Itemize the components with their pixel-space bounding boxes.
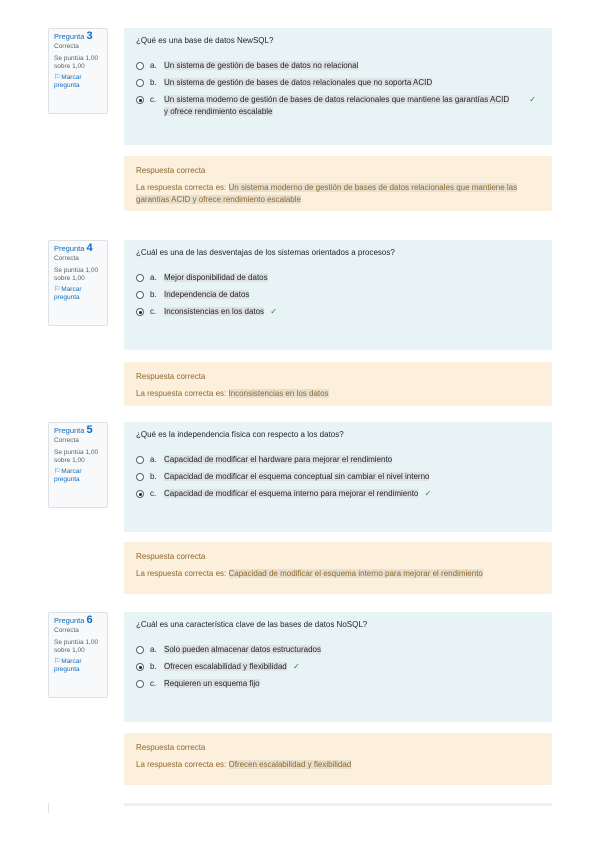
question-number: Pregunta 3 — [54, 30, 93, 42]
question-info — [48, 240, 108, 326]
flag-question-link[interactable]: ⚐Marcar pregunta — [54, 74, 82, 89]
question-content — [124, 612, 552, 722]
question-text: ¿Cuál es una característica clave de las bases de datos NoSQL? — [136, 620, 368, 629]
check-icon: ✓ — [270, 307, 277, 316]
answer-option-c[interactable]: c. Un sistema moderno de gestión de bases de datos relacionales que mantiene las garantías ACID y ofrece rendimiento escalable ✓ — [136, 94, 540, 118]
next-question-info-stub — [48, 803, 49, 813]
question-info — [48, 28, 108, 114]
feedback-text: La respuesta correcta es: Inconsistencias en los datos — [136, 389, 329, 398]
question-grade: Se puntúa 1,00 sobre 1,00 — [54, 267, 99, 282]
question-content — [124, 28, 552, 145]
feedback-title: Respuesta correcta — [136, 552, 206, 561]
feedback-box — [124, 362, 552, 406]
radio-button-selected[interactable] — [136, 490, 144, 498]
answer-option-b[interactable]: b. Capacidad de modificar el esquema conceptual sin cambiar el nivel interno — [136, 471, 540, 483]
question-grade: Se puntúa 1,00 sobre 1,00 — [54, 449, 99, 464]
radio-button[interactable] — [136, 456, 144, 464]
feedback-title: Respuesta correcta — [136, 166, 206, 175]
radio-button-selected[interactable] — [136, 96, 144, 104]
flag-icon: ⚐ — [54, 468, 61, 475]
feedback-box — [124, 733, 552, 785]
answer-option-c[interactable]: c. Capacidad de modificar el esquema interno para mejorar el rendimiento ✓ — [136, 488, 540, 500]
feedback-title: Respuesta correcta — [136, 743, 206, 752]
flag-question-link[interactable]: ⚐Marcar pregunta — [54, 468, 82, 483]
question-number: Pregunta 6 — [54, 614, 93, 626]
answer-option-a[interactable]: a. Capacidad de modificar el hardware para mejorar el rendimiento — [136, 454, 540, 466]
flag-question-link[interactable]: ⚐Marcar pregunta — [54, 286, 82, 301]
answer-option-b[interactable]: b. Independencia de datos — [136, 289, 540, 301]
radio-button[interactable] — [136, 680, 144, 688]
question-state: Correcta — [54, 627, 79, 634]
question-number: Pregunta 5 — [54, 424, 93, 436]
radio-button-selected[interactable] — [136, 308, 144, 316]
feedback-box — [124, 156, 552, 211]
question-state: Correcta — [54, 437, 79, 444]
radio-button[interactable] — [136, 291, 144, 299]
check-icon: ✓ — [424, 489, 432, 498]
question-content — [124, 240, 552, 350]
question-grade: Se puntúa 1,00 sobre 1,00 — [54, 639, 99, 654]
question-content — [124, 422, 552, 532]
feedback-text: La respuesta correcta es: Ofrecen escalabilidad y flexibilidad — [136, 760, 352, 769]
answer-option-b[interactable]: b. Un sistema de gestión de bases de datos relacionales que no soporta ACID — [136, 77, 540, 89]
question-grade: Se puntúa 1,00 sobre 1,00 — [54, 55, 99, 70]
feedback-box — [124, 542, 552, 594]
answer-option-a[interactable]: a. Un sistema de gestión de bases de datos no relacional — [136, 60, 540, 72]
answer-option-c[interactable]: c. Requieren un esquema fijo — [136, 678, 540, 690]
flag-icon: ⚐ — [54, 658, 61, 665]
radio-button[interactable] — [136, 274, 144, 282]
question-state: Correcta — [54, 43, 79, 50]
question-text: ¿Qué es la independencia física con respecto a los datos? — [136, 430, 344, 439]
question-text: ¿Cuál es una de las desventajas de los sistemas orientados a procesos? — [136, 248, 395, 257]
radio-button[interactable] — [136, 646, 144, 654]
answer-option-c[interactable]: c. Inconsistencias en los datos ✓ — [136, 306, 540, 318]
question-state: Correcta — [54, 255, 79, 262]
radio-button-selected[interactable] — [136, 663, 144, 671]
question-number: Pregunta 4 — [54, 242, 93, 254]
question-info — [48, 422, 108, 508]
radio-button[interactable] — [136, 62, 144, 70]
question-info — [48, 612, 108, 698]
feedback-text: La respuesta correcta es: Un sistema moderno de gestión de bases de datos relacionales que mantiene las garantías ACID y ofrece rendimiento escalable — [136, 183, 518, 204]
next-question-content-stub — [124, 803, 552, 806]
flag-icon: ⚐ — [54, 74, 61, 81]
flag-question-link[interactable]: ⚐Marcar pregunta — [54, 658, 82, 673]
answer-option-b[interactable]: b. Ofrecen escalabilidad y flexibilidad ✓ — [136, 661, 540, 673]
radio-button[interactable] — [136, 473, 144, 481]
feedback-text: La respuesta correcta es: Capacidad de modificar el esquema interno para mejorar el rendimiento — [136, 569, 483, 578]
check-icon: ✓ — [529, 95, 536, 104]
flag-icon: ⚐ — [54, 286, 61, 293]
feedback-title: Respuesta correcta — [136, 372, 206, 381]
check-icon: ✓ — [292, 662, 300, 671]
answer-option-a[interactable]: a. Solo pueden almacenar datos estructurados — [136, 644, 540, 656]
question-text: ¿Qué es una base de datos NewSQL? — [136, 36, 274, 45]
answer-option-a[interactable]: a. Mejor disponibilidad de datos — [136, 272, 540, 284]
radio-button[interactable] — [136, 79, 144, 87]
